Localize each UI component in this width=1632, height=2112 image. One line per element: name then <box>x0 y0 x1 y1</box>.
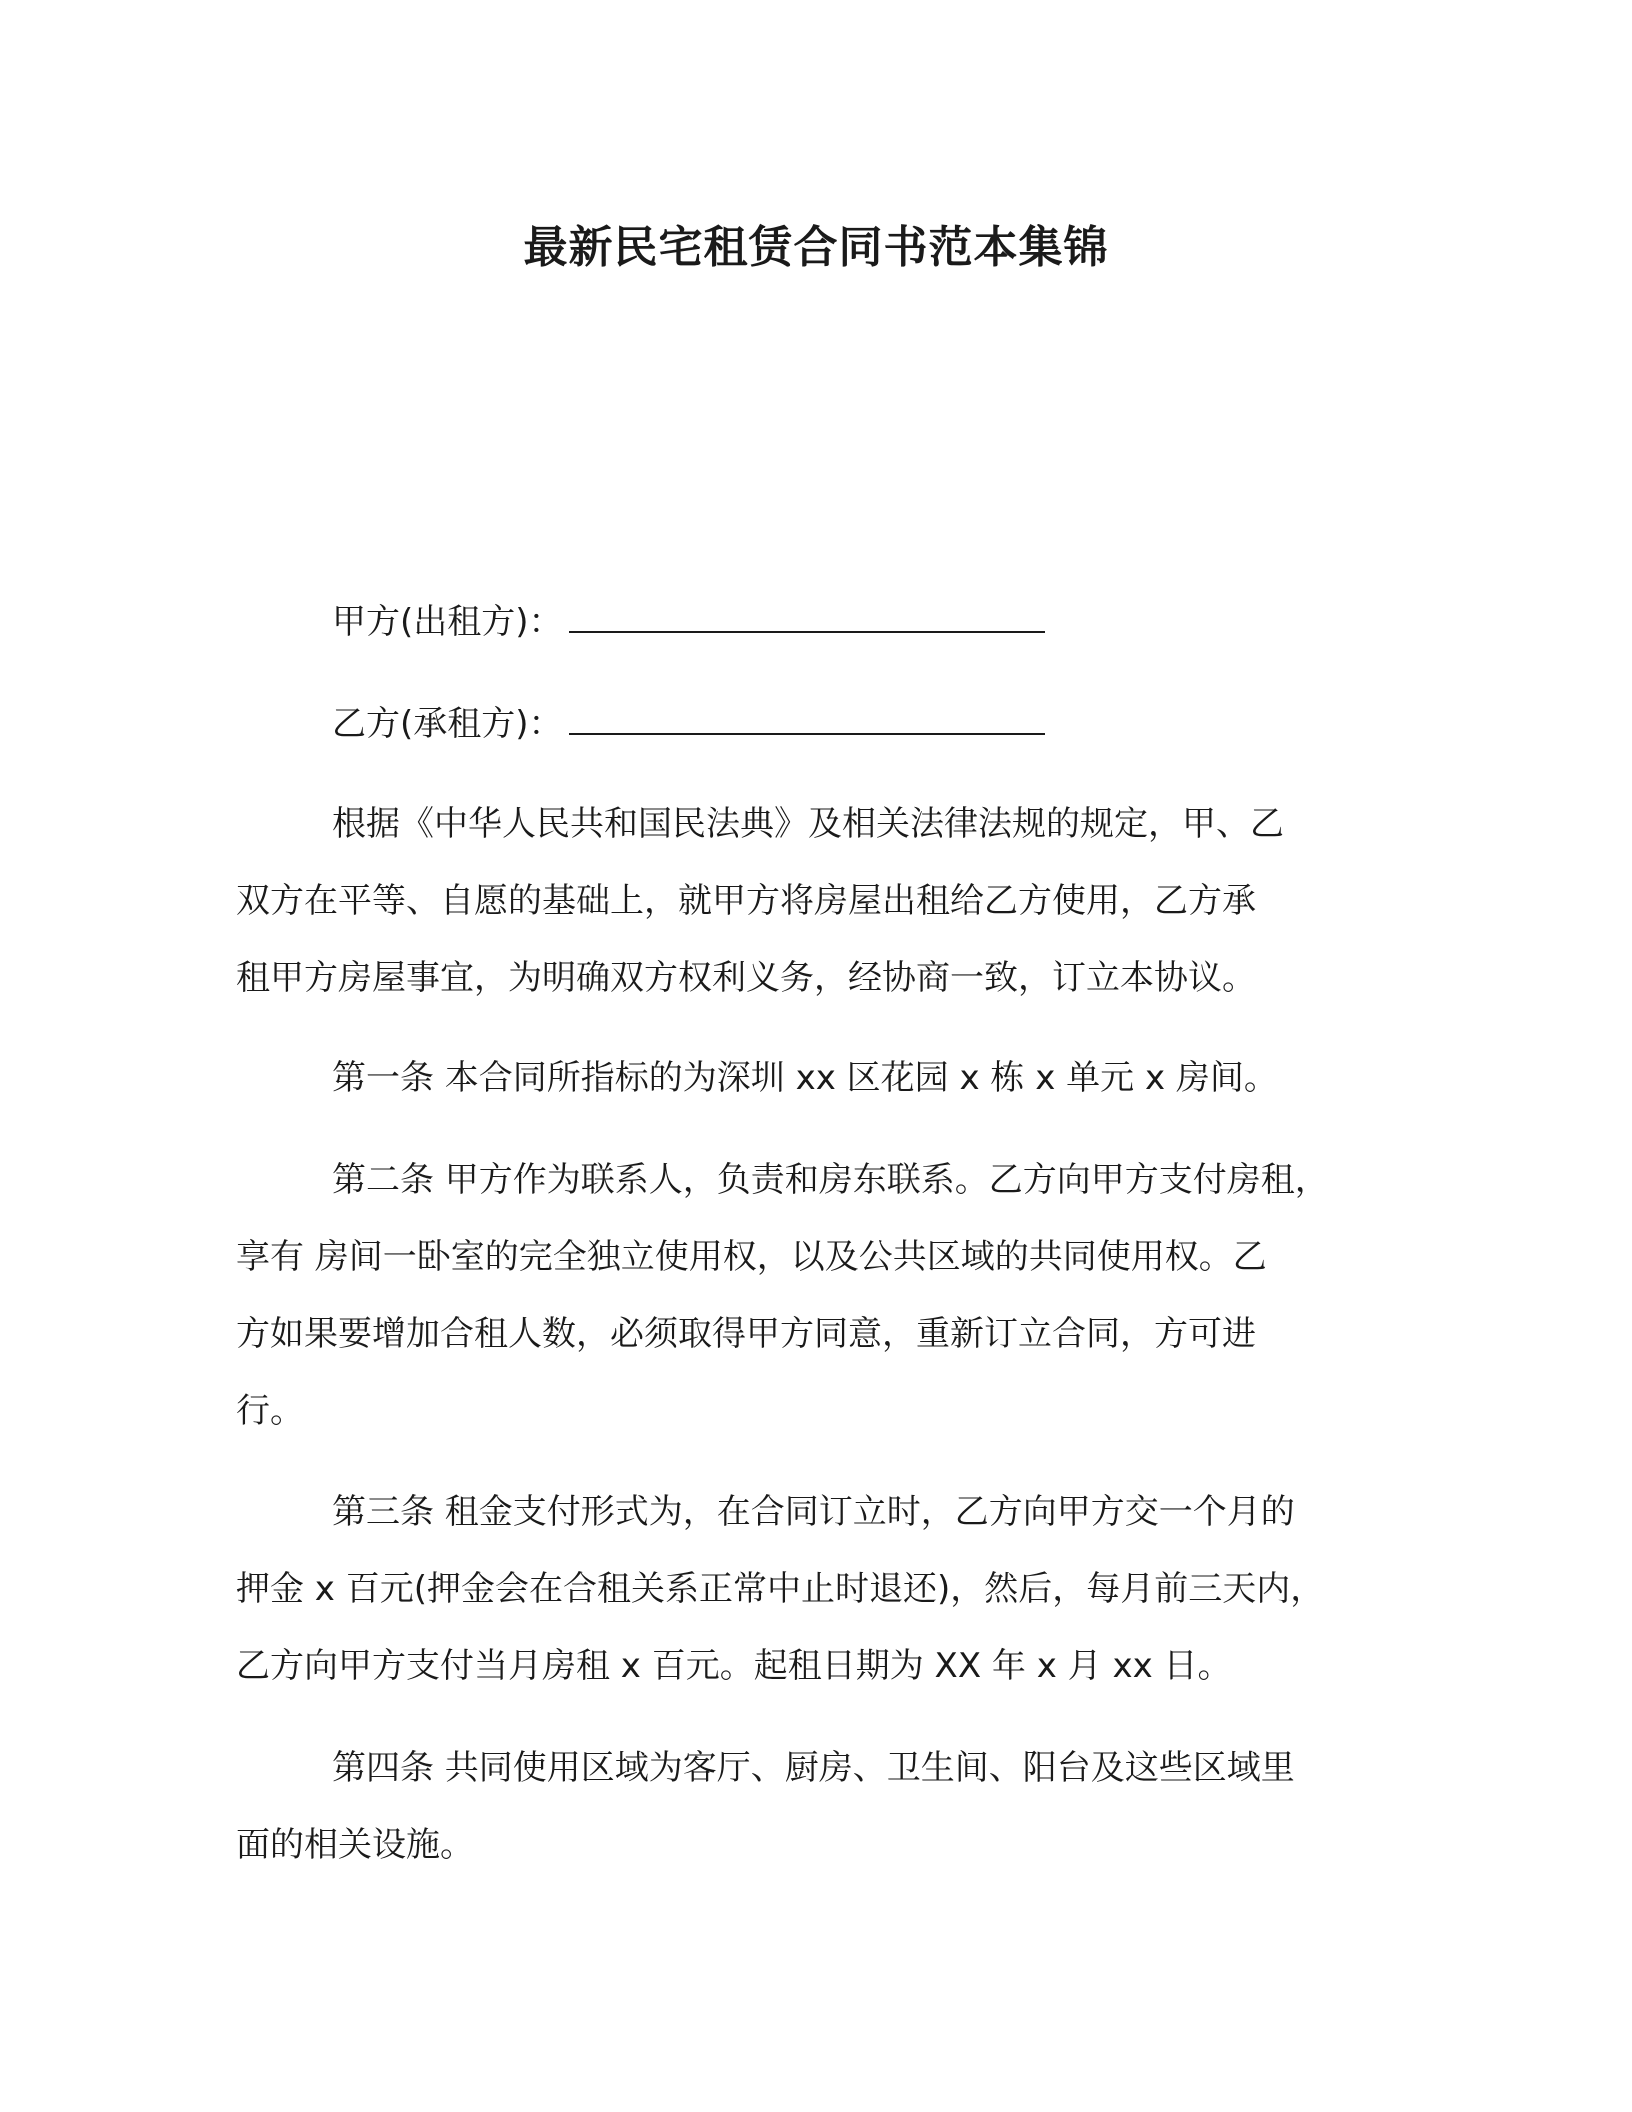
paragraph-line: 享有 房间一卧室的完全独立使用权，以及公共区域的共同使用权。乙 <box>236 1237 1267 1277</box>
party-a-label: 甲方(出租方)： <box>332 602 563 642</box>
paragraph-line: 第一条 本合同所指标的为深圳 xx 区花园 x 栋 x 单元 x 房间。 <box>332 1058 1278 1098</box>
paragraph-article-1 <box>236 1040 1416 1117</box>
party-b-blank <box>569 703 1045 735</box>
paragraph-line: 方如果要增加合租人数，必须取得甲方同意，重新订立合同，方可进 <box>236 1314 1256 1354</box>
paragraph-line: 第三条 租金支付形式为，在合同订立时，乙方向甲方交一个月的 <box>332 1492 1295 1532</box>
paragraph-article-3 <box>236 1474 1416 1705</box>
party-b-label: 乙方(承租方)： <box>332 704 563 744</box>
paragraph-line: 租甲方房屋事宜，为明确双方权利义务，经协商一致，订立本协议。 <box>236 958 1256 998</box>
paragraph-line: 面的相关设施。 <box>236 1825 474 1865</box>
paragraph-line: 行。 <box>236 1391 304 1431</box>
paragraph-line: 第二条 甲方作为联系人，负责和房东联系。乙方向甲方支付房租， <box>332 1160 1329 1200</box>
party-a-blank <box>569 601 1045 633</box>
document-title: 最新民宅租赁合同书范本集锦 <box>523 222 1109 273</box>
paragraph-line: 乙方向甲方支付当月房租 x 百元。起租日期为 XX 年 x 月 xx 日。 <box>236 1646 1232 1686</box>
paragraph-line: 押金 x 百元(押金会在合租关系正常中止时退还)，然后，每月前三天内， <box>236 1569 1325 1609</box>
paragraph-article-2 <box>236 1142 1416 1450</box>
party-a-line <box>332 598 1045 646</box>
paragraph-preamble <box>236 786 1416 1017</box>
paragraph-line: 根据《中华人民共和国民法典》及相关法律法规的规定，甲、乙 <box>332 804 1284 844</box>
paragraph-line: 第四条 共同使用区域为客厅、厨房、卫生间、阳台及这些区域里 <box>332 1748 1295 1788</box>
paragraph-line: 双方在平等、自愿的基础上，就甲方将房屋出租给乙方使用，乙方承 <box>236 881 1256 921</box>
paragraph-article-4 <box>236 1730 1416 1884</box>
party-b-line <box>332 700 1045 748</box>
